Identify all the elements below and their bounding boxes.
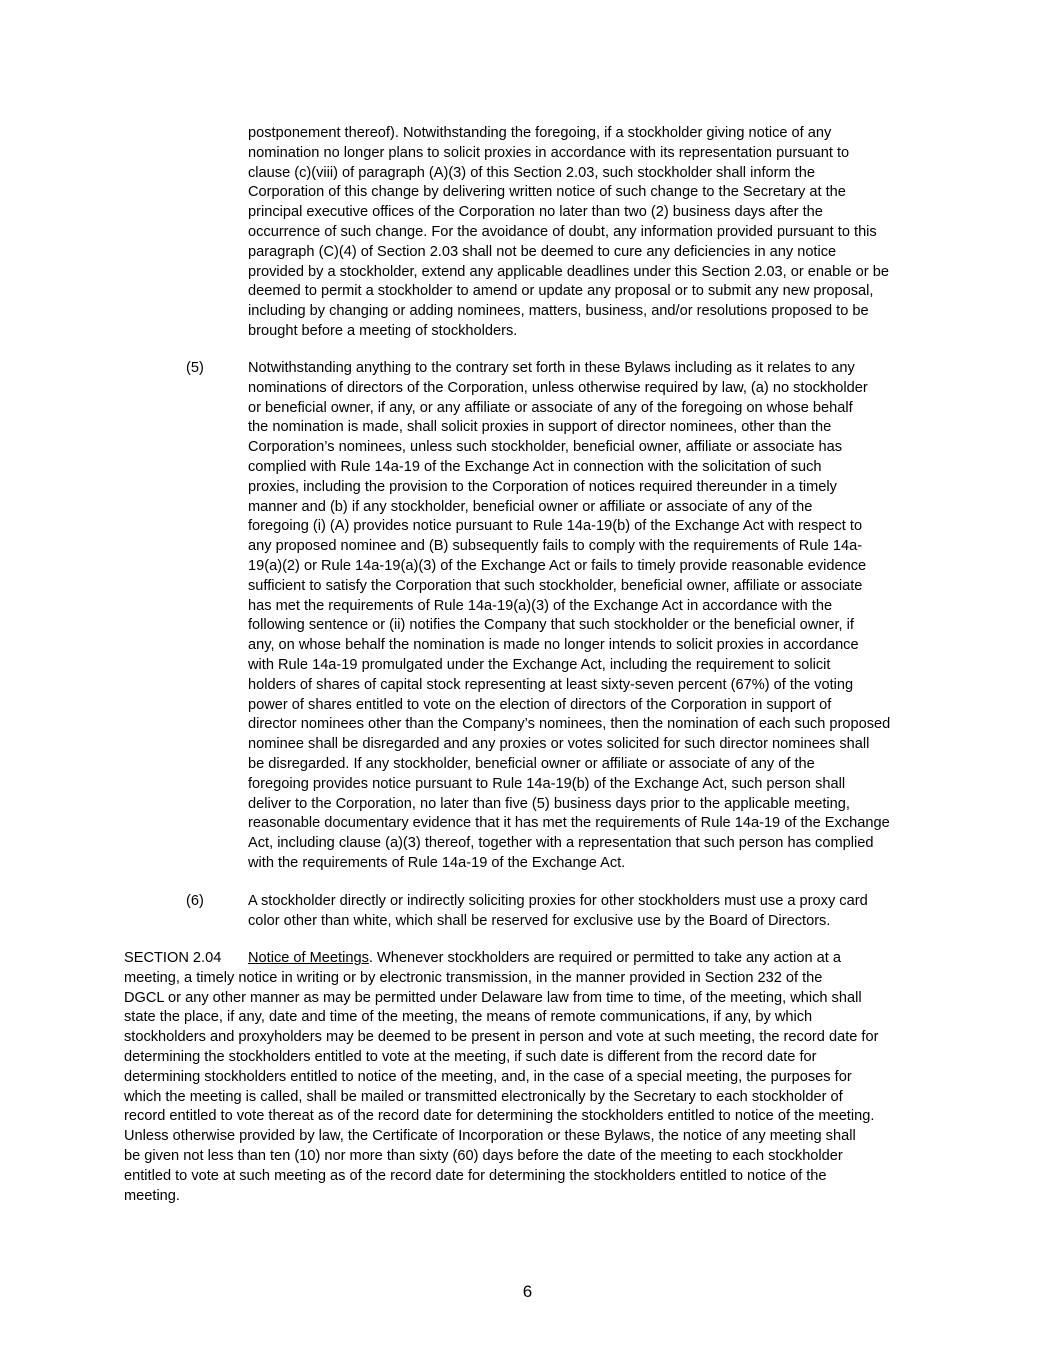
item-5-number: (5) [186, 360, 204, 376]
text-line: clause (c)(viii) of paragraph (A)(3) of this Section 2.03, such stockholder shall inform the [248, 164, 815, 181]
text-line: including by changing or adding nominees, matters, business, and/or resolutions proposed to be [248, 303, 869, 320]
text-line: with the requirements of Rule 14a-19 of the Exchange Act. [248, 854, 626, 871]
text-line: foregoing (i) (A) provides notice pursuant to Rule 14a-19(b) of the Exchange Act with respect to [248, 518, 863, 535]
text-line: paragraph (C)(4) of Section 2.03 shall not be deemed to cure any deficiencies in any notice [248, 243, 837, 260]
text-line: provided by a stockholder, extend any applicable deadlines under this Section 2.03, or enable or be [248, 263, 889, 280]
text-line: or beneficial owner, if any, or any affiliate or associate of any of the foregoing on whose behalf [248, 399, 853, 416]
text-line: state the place, if any, date and time of the meeting, the means of remote communications, if any, by which [124, 1009, 813, 1026]
section-first-line-text: . Whenever stockholders are required or permitted to take any action at a [368, 950, 841, 966]
section-2-04-body [124, 969, 944, 1207]
text-line: meeting, a timely notice in writing or by electronic transmission, in the manner provided in Section 232 of the [124, 969, 823, 986]
section-2-04-first-line [124, 949, 944, 969]
text-line: principal executive offices of the Corporation no later than two (2) business days after the [248, 204, 823, 221]
text-line: sufficient to satisfy the Corporation that such stockholder, beneficial owner, affiliate or associate [248, 577, 863, 594]
page-number: 6 [522, 1282, 533, 1301]
text-line: with Rule 14a-19 promulgated under the Exchange Act, including the requirement to solicit [248, 656, 831, 673]
text-line: determining stockholders entitled to notice of the meeting, and, in the case of a special meeting, the purposes for [124, 1068, 852, 1085]
text-line: postponement thereof). Notwithstanding the foregoing, if a stockholder giving notice of any [248, 125, 832, 141]
text-line: complied with Rule 14a-19 of the Exchange Act in connection with the solicitation of such [248, 458, 822, 475]
text-line: determining the stockholders entitled to vote at the meeting, if such date is different from the record date for [124, 1048, 817, 1065]
text-line: any, on whose behalf the nomination is made no longer intends to solicit proxies in accordance [248, 637, 859, 654]
text-line: manner and (b) if any stockholder, beneficial owner or affiliate or associate of any of the [248, 498, 813, 515]
text-line: the nomination is made, shall solicit proxies in support of director nominees, other than the [248, 419, 832, 436]
text-line: foregoing provides notice pursuant to Rule 14a-19(b) of the Exchange Act, such person shall [248, 775, 846, 792]
text-line: following sentence or (ii) notifies the Company that such stockholder or the beneficial owner, if [248, 617, 854, 634]
text-line: Corporation of this change by delivering written notice of such change to the Secretary at the [248, 184, 846, 201]
text-line: DGCL or any other manner as may be permitted under Delaware law from time to time, of the meeting, which shall [124, 989, 862, 1006]
text-line: be given not less than ten (10) nor more than sixty (60) days before the date of the meeting to each stockholder [124, 1147, 843, 1164]
text-line: entitled to vote at such meeting as of the record date for determining the stockholders entitled to notice of the [124, 1167, 827, 1184]
text-line: Act, including clause (a)(3) thereof, together with a representation that such person has complied [248, 835, 874, 852]
text-line: director nominees other than the Company’s nominees, then the nomination of each such proposed [248, 716, 891, 733]
text-line: meeting. [124, 1187, 180, 1204]
text-line: brought before a meeting of stockholders. [248, 322, 518, 339]
section-title: Notice of Meetings [248, 950, 369, 966]
text-line: Corporation’s nominees, unless such stockholder, beneficial owner, affiliate or associate has [248, 439, 843, 456]
section-2-04 [124, 949, 944, 1206]
text-line: be disregarded. If any stockholder, beneficial owner or affiliate or associate of any of the [248, 755, 815, 772]
text-line: nomination no longer plans to solicit proxies in accordance with its representation pursuant to [248, 144, 850, 161]
text-line: stockholders and proxyholders may be deemed to be present in person and vote at such meeting, the record date for [124, 1029, 879, 1046]
text-line: color other than white, which shall be reserved for exclusive use by the Board of Directors. [248, 912, 831, 929]
text-line: A stockholder directly or indirectly soliciting proxies for other stockholders must use a proxy card [248, 893, 868, 909]
item-6-number: (6) [186, 893, 204, 909]
text-line: Notwithstanding anything to the contrary set forth in these Bylaws including as it relates to any [248, 360, 855, 376]
text-line: 19(a)(2) or Rule 14a-19(a)(3) of the Exchange Act or fails to timely provide reasonable evidence [248, 557, 867, 574]
text-line: occurrence of such change. For the avoidance of doubt, any information provided pursuant to this [248, 223, 877, 240]
text-line: Unless otherwise provided by law, the Certificate of Incorporation or these Bylaws, the notice of any meeting shall [124, 1128, 856, 1145]
continuation-paragraph [248, 124, 948, 342]
text-line: record entitled to vote thereat as of the record date for determining the stockholders entitled to notice of the meeting. [124, 1108, 875, 1125]
text-line: any proposed nominee and (B) subsequently fails to comply with the requirements of Rule 14a- [248, 538, 863, 555]
text-line: deemed to permit a stockholder to amend or update any proposal or to submit any new proposal, [248, 283, 874, 300]
text-line: reasonable documentary evidence that it has met the requirements of Rule 14a-19 of the Exchange [248, 815, 890, 832]
text-line: has met the requirements of Rule 14a-19(a)(3) of the Exchange Act in accordance with the [248, 597, 833, 614]
text-line: power of shares entitled to vote on the election of directors of the Corporation in support of [248, 696, 832, 713]
text-line: nominations of directors of the Corporation, unless otherwise required by law, (a) no stockholder [248, 379, 868, 396]
text-line: which the meeting is called, shall be mailed or transmitted electronically by the Secretary to each stockholder of [124, 1088, 843, 1105]
text-line: proxies, including the provision to the Corporation of notices required thereunder in a timely [248, 478, 837, 495]
text-line: nominee shall be disregarded and any proxies or votes solicited for such director nominees shall [248, 736, 870, 753]
text-line: deliver to the Corporation, no later than five (5) business days prior to the applicable meeting, [248, 795, 850, 812]
item-5-text [248, 359, 948, 874]
item-6-text [248, 892, 948, 932]
text-line: holders of shares of capital stock representing at least sixty-seven percent (67%) of the voting [248, 676, 854, 693]
section-label: SECTION 2.04 [124, 950, 222, 966]
